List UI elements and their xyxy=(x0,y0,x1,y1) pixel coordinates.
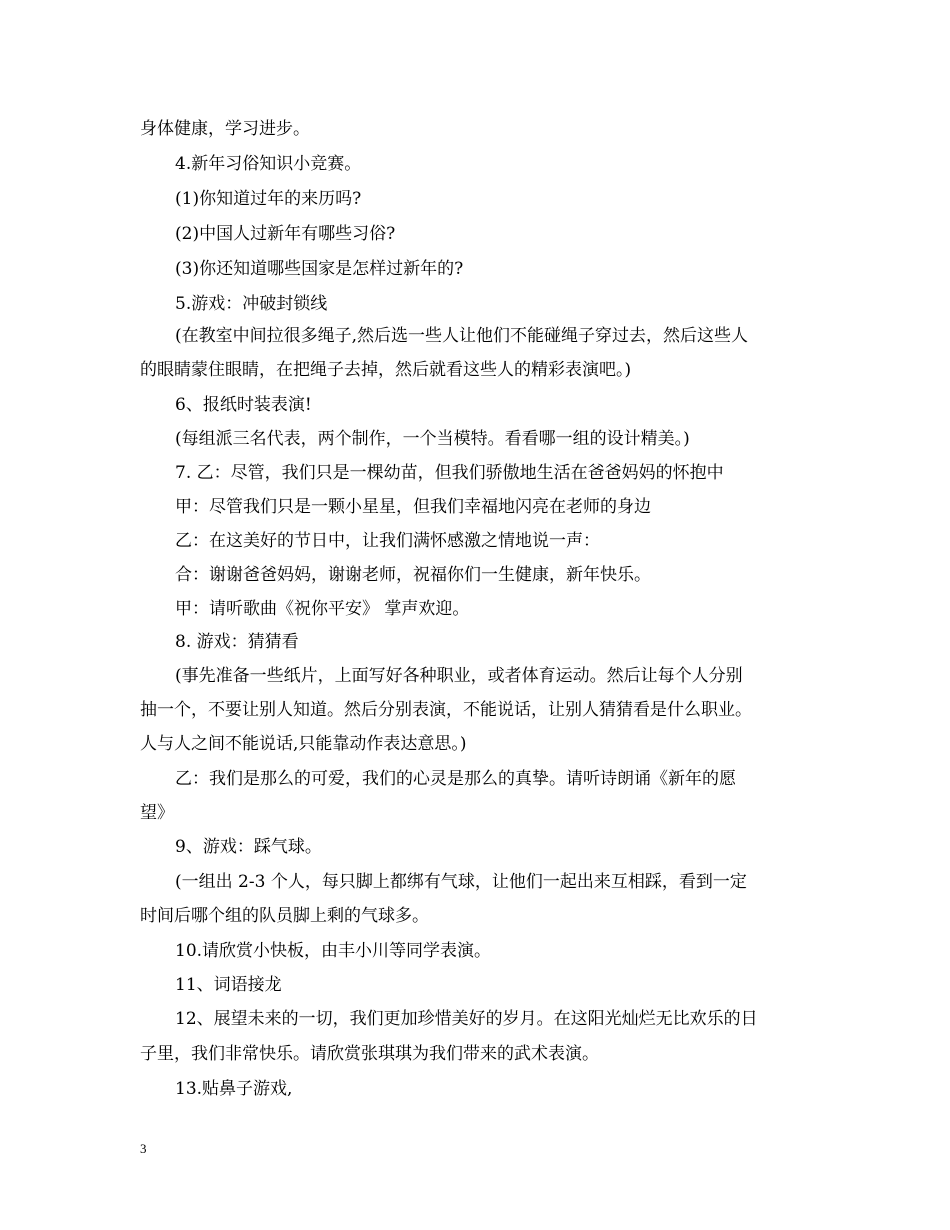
text-line: 5.游戏：冲破封锁线 xyxy=(175,294,328,314)
text-line: 合：谢谢爸爸妈妈，谢谢老师，祝福你们一生健康，新年快乐。 xyxy=(175,565,651,585)
text-line: 乙：在这美好的节日中，让我们满怀感激之情地说一声： xyxy=(175,531,600,551)
text-line: (每组派三名代表，两个制作，一个当模特。看看哪一组的设计精美。) xyxy=(175,429,690,449)
text-line: 人与人之间不能说话,只能靠动作表达意思。) xyxy=(140,734,467,754)
text-line: (在教室中间拉很多绳子,然后选一些人让他们不能碰绳子穿过去，然后这些人 xyxy=(175,326,749,346)
text-line: 抽一个，不要让别人知道。然后分别表演，不能说话，让别人猜猜看是什么职业。 xyxy=(140,700,752,720)
text-line: 4.新年习俗知识小竞赛。 xyxy=(175,154,362,174)
text-line: 身体健康，学习进步。 xyxy=(140,119,310,139)
text-line: 时间后哪个组的队员脚上剩的气球多。 xyxy=(140,906,429,926)
text-line: 9、游戏：踩气球。 xyxy=(175,837,322,857)
text-line: 子里，我们非常快乐。请欣赏张琪琪为我们带来的武术表演。 xyxy=(140,1044,599,1064)
text-line: 甲：请听歌曲《祝你平安》 掌声欢迎。 xyxy=(175,599,470,619)
text-line: 6、报纸时装表演! xyxy=(175,395,312,415)
page-number: 3 xyxy=(140,1141,147,1156)
text-line: 8. 游戏：猜猜看 xyxy=(175,632,299,652)
text-line: (事先准备一些纸片，上面写好各种职业，或者体育运动。然后让每个人分别 xyxy=(175,666,743,686)
text-line: (3)你还知道哪些国家是怎样过新年的? xyxy=(175,259,464,279)
text-line: 乙：我们是那么的可爱，我们的心灵是那么的真挚。请听诗朗诵《新年的愿 xyxy=(175,769,736,789)
text-line: 13.贴鼻子游戏, xyxy=(175,1079,293,1099)
text-line: 12、展望未来的一切，我们更加珍惜美好的岁月。在这阳光灿烂无比欢乐的日 xyxy=(175,1009,758,1029)
text-line: (一组出 2-3 个人，每只脚上都绑有气球，让他们一起出来互相踩，看到一定 xyxy=(175,872,747,892)
text-line: 望》 xyxy=(140,803,174,823)
text-line: 11、词语接龙 xyxy=(175,975,282,995)
text-line: 7. 乙：尽管，我们只是一棵幼苗，但我们骄傲地生活在爸爸妈妈的怀抱中 xyxy=(175,463,724,483)
text-line: 10.请欣赏小快板，由丰小川等同学表演。 xyxy=(175,941,492,961)
text-line: (2)中国人过新年有哪些习俗? xyxy=(175,224,396,244)
text-line: 的眼睛蒙住眼睛，在把绳子去掉，然后就看这些人的精彩表演吧。) xyxy=(140,360,632,380)
text-line: (1)你知道过年的来历吗? xyxy=(175,189,362,209)
text-line: 甲：尽管我们只是一颗小星星，但我们幸福地闪亮在老师的身边 xyxy=(175,497,651,517)
